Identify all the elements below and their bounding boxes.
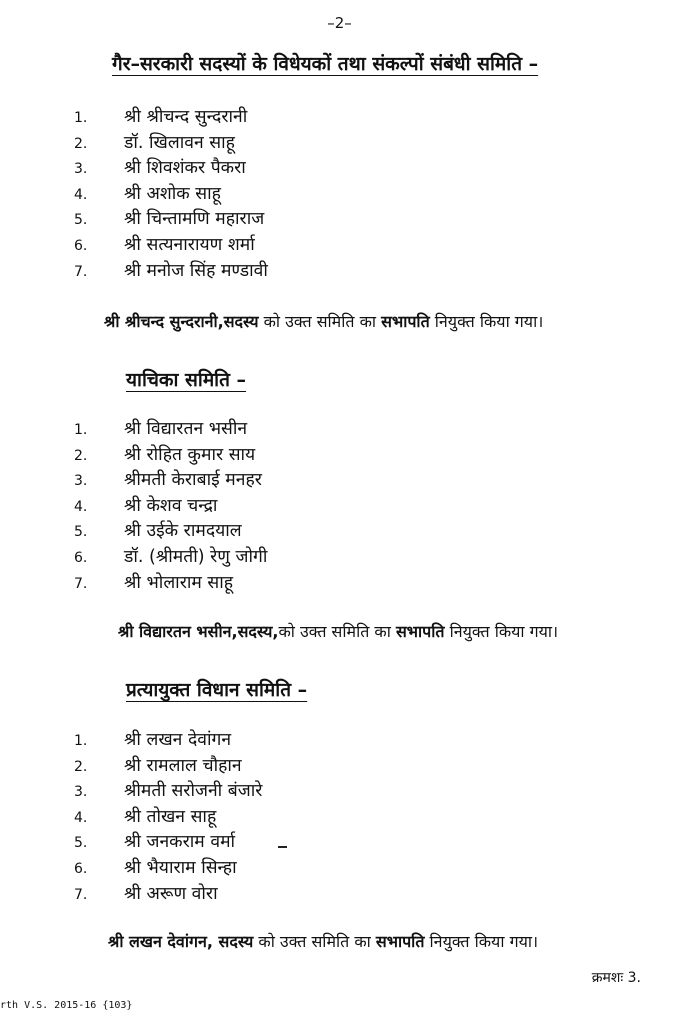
item-number: 5. (74, 212, 88, 229)
member-name: श्री अरूण वोरा (124, 883, 218, 904)
item-number: 7. (74, 575, 88, 592)
member-name: श्री केशव चन्द्रा (124, 495, 218, 516)
note-text: को उक्त समिति का (278, 622, 396, 641)
item-number: 4. (74, 498, 88, 515)
list-item (0, 570, 679, 596)
note-text: को उक्त समिति का (258, 312, 382, 331)
list-item (0, 232, 679, 258)
page-number: –2– (327, 14, 352, 32)
member-name: श्री जनकराम वर्मा (124, 832, 236, 853)
list-item (0, 258, 679, 284)
item-number: 3. (74, 784, 88, 801)
member-name: श्री लखन देवांगन (124, 730, 232, 750)
continued-label: क्रमशः 3. (591, 970, 641, 986)
member-list-petition (0, 416, 679, 595)
member-name: श्री रोहित कुमार साय (124, 444, 256, 465)
stray-mark (278, 846, 287, 848)
member-name: श्री शिवशंकर पैकरा (124, 158, 246, 179)
chairman-name: श्री विद्यारतन भसीन,सदस्य, (118, 622, 279, 641)
member-name: श्री उईके रामदयाल (124, 521, 242, 542)
item-number: 1. (74, 733, 88, 749)
item-number: 3. (74, 473, 88, 490)
member-name: श्री भोलाराम साहू (124, 572, 234, 593)
item-number: 2. (74, 758, 88, 775)
list-item (0, 804, 679, 830)
item-number: 7. (74, 886, 88, 903)
list-item (0, 155, 679, 181)
list-item (0, 493, 679, 519)
list-item (0, 206, 679, 232)
list-item (0, 778, 679, 804)
note-text-end: नियुक्त किया गया। (444, 622, 559, 641)
list-item (0, 881, 679, 907)
member-list-private-members (0, 104, 679, 283)
chairman-note-private-members (104, 310, 543, 332)
item-number: 6. (74, 549, 88, 566)
member-name: श्री रामलाल चौहान (124, 755, 242, 776)
item-number: 4. (74, 809, 88, 826)
list-item (0, 467, 679, 493)
item-number: 2. (74, 447, 88, 464)
list-item (0, 829, 679, 855)
list-item (0, 855, 679, 881)
member-name: श्री विद्यारतन भसीन (124, 419, 248, 439)
list-item (0, 518, 679, 544)
member-name: श्री चिन्तामणि महाराज (124, 209, 265, 230)
member-name: श्री सत्यनारायण शर्मा (124, 234, 255, 255)
member-name: श्री भैयाराम सिन्हा (124, 857, 237, 878)
member-name: श्री अशोक साहू (124, 183, 221, 204)
section-heading-delegated-legislation: प्रत्यायुक्त विधान समिति – (126, 679, 308, 701)
list-item (0, 442, 679, 468)
list-item (0, 181, 679, 207)
item-number: 1. (74, 110, 88, 126)
chairman-title: सभापति (375, 932, 425, 951)
chairman-name: श्री श्रीचन्द सुन्दरानी,सदस्य (104, 312, 259, 331)
footer-reference: rth V.S. 2015-16 {103} (0, 1000, 133, 1011)
list-item (0, 544, 679, 570)
item-number: 5. (74, 835, 88, 852)
note-text-end: नियुक्त किया गया। (424, 932, 539, 951)
item-number: 7. (74, 263, 88, 280)
note-text: को उक्त समिति का (253, 932, 376, 951)
list-item (0, 130, 679, 156)
member-name: डॉ. (श्रीमती) रेणु जोगी (124, 546, 268, 567)
item-number: 4. (74, 186, 88, 203)
member-name: डॉ. खिलावन साहू (124, 132, 235, 153)
chairman-name: श्री लखन देवांगन, सदस्य (108, 932, 254, 951)
member-name: श्री तोखन साहू (124, 806, 217, 827)
item-number: 6. (74, 237, 88, 254)
member-name: श्री मनोज सिंह मण्डावी (124, 260, 268, 281)
item-number: 2. (74, 135, 88, 152)
list-item (0, 104, 679, 130)
list-item (0, 416, 679, 442)
chairman-title: सभापति (381, 312, 430, 331)
item-number: 6. (74, 860, 88, 877)
item-number: 5. (74, 524, 88, 541)
note-text-end: नियुक्त किया गया। (429, 312, 544, 331)
list-item (0, 753, 679, 779)
member-name: श्रीमती केराबाई मनहर (124, 470, 262, 491)
member-name: श्रीमती सरोजनी बंजारे (124, 781, 263, 802)
member-list-delegated-legislation (0, 727, 679, 906)
chairman-title: सभापति (395, 622, 445, 641)
section-heading-private-members: गैर–सरकारी सदस्यों के विधेयकों तथा संकल्पों संबंधी समिति – (112, 53, 539, 75)
member-name: श्री श्रीचन्द सुन्दरानी (124, 107, 248, 127)
chairman-note-petition (118, 620, 558, 642)
item-number: 3. (74, 161, 88, 178)
chairman-note-delegated-legislation (108, 930, 538, 952)
list-item (0, 727, 679, 753)
item-number: 1. (74, 422, 88, 438)
section-heading-petition: याचिका समिति – (126, 369, 247, 391)
